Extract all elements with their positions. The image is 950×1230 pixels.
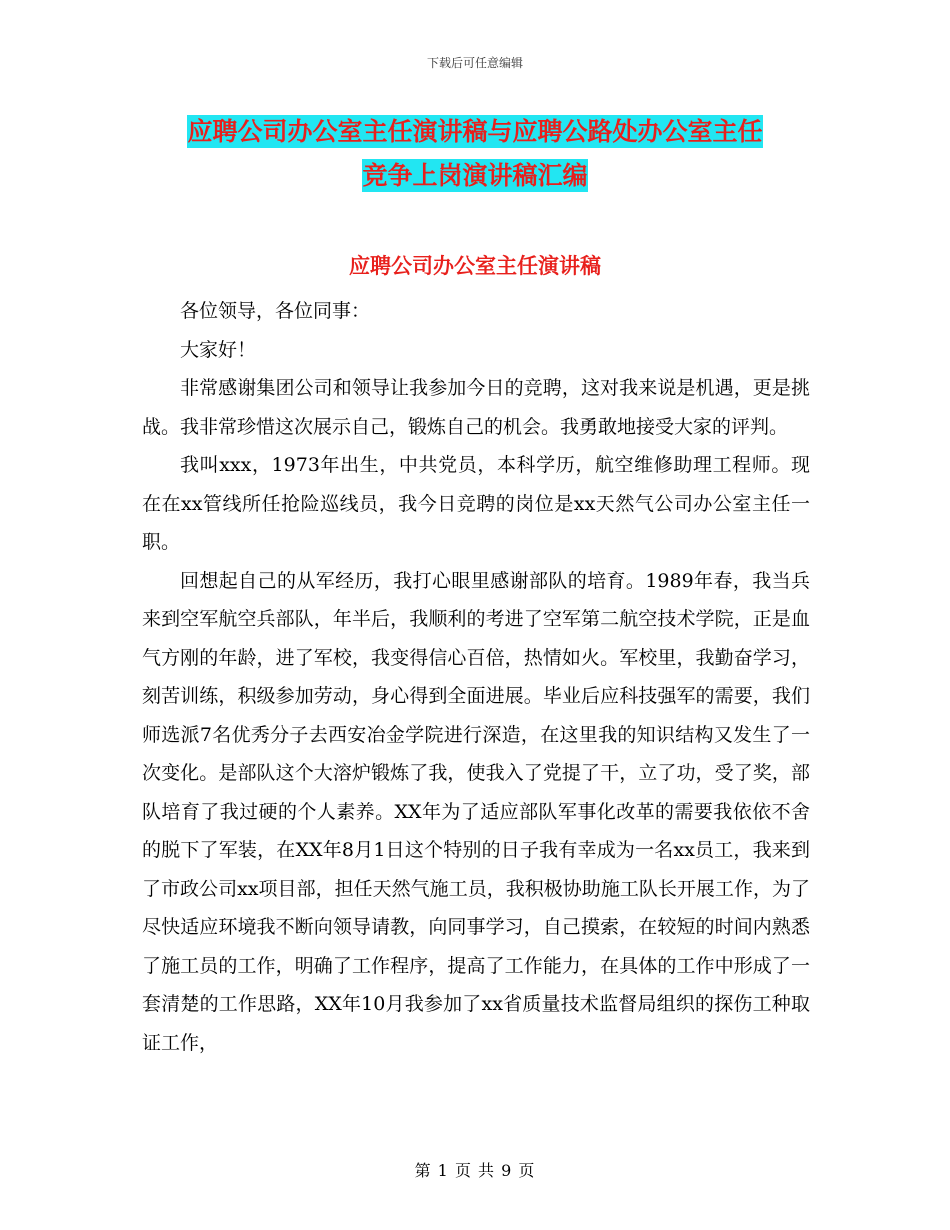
paragraph-greeting: 大家好！ xyxy=(180,338,257,361)
page-number: 第 1 页 共 9 页 xyxy=(414,1161,536,1180)
main-title-line-1 xyxy=(0,112,950,148)
paragraph-military-experience: 回想起自己的从军经历，我打心眼里感谢部队的培育。1989年春，我当兵来到空军航空兵部队，年半后，我顺利的考进了空军第二航空技术学院，正是血气方刚的年龄，进了军校，我变得信心百倍，热情如火。军校里，我勤奋学习，刻苦训练，积级参加劳动，身心得到全面进展。毕业后应科技强军的需要，我们师选派7名优秀分子去西安冶金学院进行深造，在这里我的知识结构又发生了一次变化。是部队这个大溶炉锻炼了我，使我入了党提了干，立了功，受了奖，部队培育了我过硬的个人素养。XX年为了适应部队军事化改革的需要我依依不舍的脱下了军装，在XX年8月1日这个特别的日子我有幸成为一名xx员工，我来到了市政公司xx项目部，担任天然气施工员，我积极协助施工队长开展工作，为了尽快适应环境我不断向领导请教，向同事学习，自己摸索，在较短的时间内熟悉了施工员的工作，明确了工作程序，提高了工作能力，在具体的工作中形成了一套清楚的工作思路，XX年10月我参加了xx省质量技术监督局组织的探伤工种取证工作， xyxy=(142,569,810,1054)
paragraph-self-introduction: 我叫xxx，1973年出生，中共党员，本科学历，航空维修助理工程师。现在在xx管线所任抢险巡线员，我今日竞聘的岗位是xx天然气公司办公室主任一职。 xyxy=(142,454,810,553)
paragraph-salutation: 各位领导，各位同事： xyxy=(180,300,371,322)
main-title-line-2 xyxy=(0,156,950,192)
main-title-line-1-text: 应聘公司办公室主任演讲稿与应聘公路处办公室主任 xyxy=(187,117,763,146)
paragraph-intro: 非常感谢集团公司和领导让我参加今日的竞聘，这对我来说是机遇，更是挑战。我非常珍惜这次展示自己，锻炼自己的机会。我勇敢地接受大家的评判。 xyxy=(142,377,810,438)
document-body xyxy=(142,292,810,1062)
main-title-line-2-text: 竞争上岗演讲稿汇编 xyxy=(362,161,588,190)
page-header-note: 下载后可任意编辑 xyxy=(426,56,523,70)
section-title: 应聘公司办公室主任演讲稿 xyxy=(349,254,601,278)
